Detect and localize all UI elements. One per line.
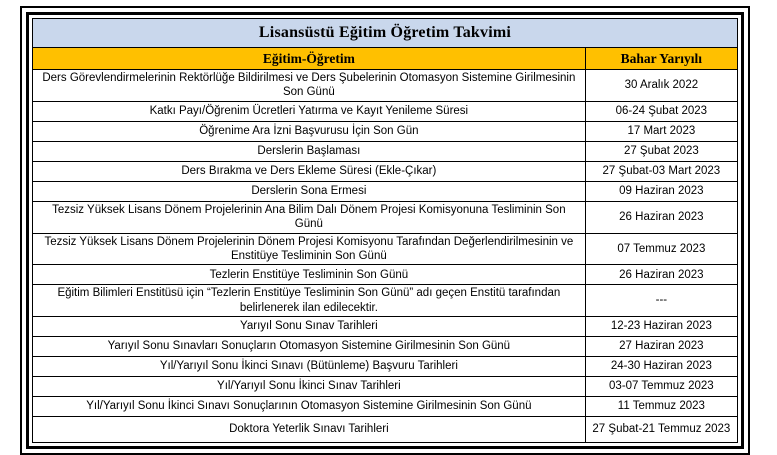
table-row <box>33 285 738 317</box>
table-border-frame <box>26 12 744 449</box>
event-cell: Yıl/Yarıyıl Sonu İkinci Sınavı Sonuçlarının Otomasyon Sistemine Girilmesinin Son Günü <box>33 397 586 417</box>
date-cell: 27 Haziran 2023 <box>585 337 737 357</box>
event-cell: Tezsiz Yüksek Lisans Dönem Projelerinin Dönem Projesi Komisyonu Tarafından Değerlendirilmesinin ve Enstitüye Tesliminin Son Günü <box>33 233 586 265</box>
date-cell: 30 Aralık 2022 <box>585 70 737 102</box>
date-cell: 17 Mart 2023 <box>585 121 737 141</box>
table-row <box>33 337 738 357</box>
date-cell: 27 Şubat-03 Mart 2023 <box>585 161 737 181</box>
date-cell: --- <box>585 285 737 317</box>
table-row <box>33 377 738 397</box>
event-cell: Ders Bırakma ve Ders Ekleme Süresi (Ekle-Çıkar) <box>33 161 586 181</box>
date-cell: 07 Temmuz 2023 <box>585 233 737 265</box>
table-row <box>33 121 738 141</box>
event-cell: Katkı Payı/Öğrenim Ücretleri Yatırma ve Kayıt Yenileme Süresi <box>33 101 586 121</box>
date-cell: 24-30 Haziran 2023 <box>585 357 737 377</box>
table-row <box>33 233 738 265</box>
page-title: Lisansüstü Eğitim Öğretim Takvimi <box>33 19 738 48</box>
event-cell: Derslerin Sona Ermesi <box>33 181 586 201</box>
table-row <box>33 101 738 121</box>
table-row <box>33 70 738 102</box>
event-cell: Öğrenime Ara İzni Başvurusu İçin Son Gün <box>33 121 586 141</box>
event-cell: Derslerin Başlaması <box>33 141 586 161</box>
table-row <box>33 265 738 285</box>
date-cell: 26 Haziran 2023 <box>585 265 737 285</box>
event-cell: Yıl/Yarıyıl Sonu İkinci Sınavı (Bütünleme) Başvuru Tarihleri <box>33 357 586 377</box>
table-row <box>33 357 738 377</box>
event-cell: Eğitim Bilimleri Enstitüsü için “Tezlerin Enstitüye Tesliminin Son Günü” adı geçen Enstitü tarafından belirlenerek ilan edilecektir. <box>33 285 586 317</box>
table-row <box>33 397 738 417</box>
date-cell: 11 Temmuz 2023 <box>585 397 737 417</box>
event-cell: Tezsiz Yüksek Lisans Dönem Projelerinin Ana Bilim Dalı Dönem Projesi Komisyonuna Tesliminin Son Günü <box>33 201 586 233</box>
column-header-date: Bahar Yarıyılı <box>585 48 737 70</box>
table-row <box>33 181 738 201</box>
table-row <box>33 201 738 233</box>
calendar-table <box>32 18 738 443</box>
event-cell: Tezlerin Enstitüye Tesliminin Son Günü <box>33 265 586 285</box>
date-cell: 06-24 Şubat 2023 <box>585 101 737 121</box>
event-cell: Ders Görevlendirmelerinin Rektörlüğe Bildirilmesi ve Ders Şubelerinin Otomasyon Sistemine Girilmesinin Son Günü <box>33 70 586 102</box>
event-cell: Yarıyıl Sonu Sınav Tarihleri <box>33 317 586 337</box>
table-row <box>33 161 738 181</box>
date-cell: 09 Haziran 2023 <box>585 181 737 201</box>
table-row <box>33 317 738 337</box>
date-cell: 26 Haziran 2023 <box>585 201 737 233</box>
date-cell: 27 Şubat 2023 <box>585 141 737 161</box>
column-header-event: Eğitim-Öğretim <box>33 48 586 70</box>
event-cell: Yarıyıl Sonu Sınavları Sonuçların Otomasyon Sistemine Girilmesinin Son Günü <box>33 337 586 357</box>
table-row <box>33 417 738 443</box>
page-frame <box>20 6 750 455</box>
date-cell: 27 Şubat-21 Temmuz 2023 <box>585 417 737 443</box>
title-row <box>33 19 738 48</box>
date-cell: 12-23 Haziran 2023 <box>585 317 737 337</box>
event-cell: Yıl/Yarıyıl Sonu İkinci Sınav Tarihleri <box>33 377 586 397</box>
event-cell: Doktora Yeterlik Sınavı Tarihleri <box>33 417 586 443</box>
table-row <box>33 141 738 161</box>
header-row <box>33 48 738 70</box>
date-cell: 03-07 Temmuz 2023 <box>585 377 737 397</box>
